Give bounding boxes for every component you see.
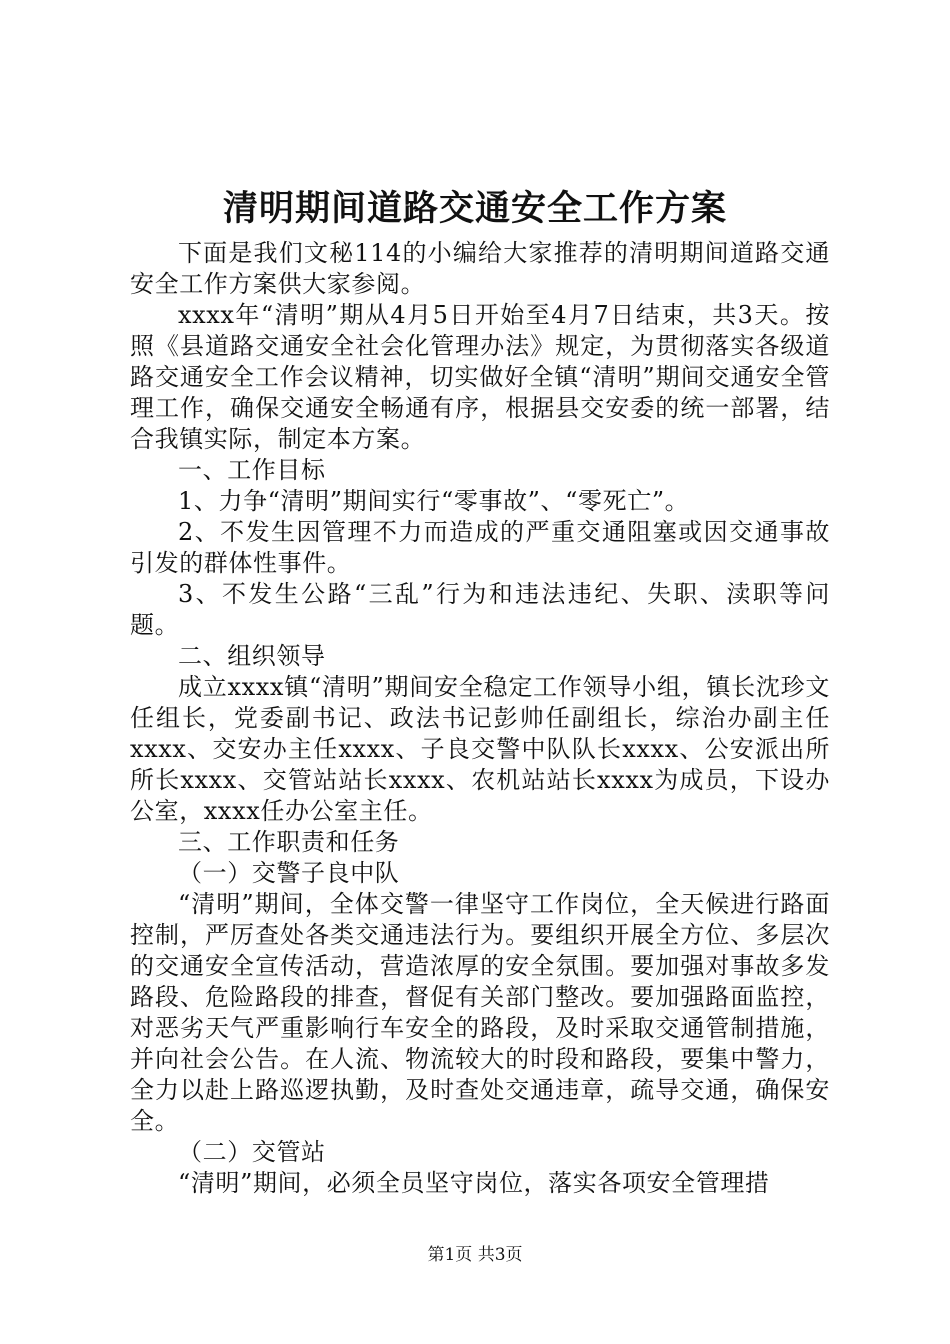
paragraph: “清明”期间，全体交警一律坚守工作岗位，全天候进行路面控制，严厉查处各类交通违法行为。要组织开展全方位、多层次的交通安全宣传活动，营造浓厚的安全氛围。要加强对事故多发路段、危险路段的排查，督促有关部门整改。要加强路面监控，对恶劣天气严重影响行车安全的路段，及时采取交通管制措施，并向社会公告。在人流、物流较大的时段和路段，要集中警力，全力以赴上路巡逻执勤，及时查处交通违章，疏导交通，确保安全。	[130, 890, 830, 1135]
paragraph: 3、不发生公路“三乱”行为和违法违纪、失职、渎职等问题。	[130, 580, 830, 639]
document-body	[130, 238, 830, 1199]
paragraph: 1、力争“清明”期间实行“零事故”、“零死亡”。	[178, 487, 690, 515]
paragraph: xxxx年“清明”期从4月5日开始至4月7日结束，共3天。按照《县道路交通安全社会化管理办法》规定，为贯彻落实各级道路交通安全工作会议精神，切实做好全镇“清明”期间交通安全管理工作，确保交通安全畅通有序，根据县交安委的统一部署，结合我镇实际，制定本方案。	[130, 301, 830, 453]
subsection-heading: （一）交警子良中队	[178, 859, 400, 887]
document-title: 清明期间道路交通安全工作方案	[222, 188, 727, 229]
section-heading: 三、工作职责和任务	[178, 828, 400, 856]
paragraph: 成立xxxx镇“清明”期间安全稳定工作领导小组，镇长沈珍文任组长，党委副书记、政法书记彭帅任副组长，综治办副主任xxxx、交安办主任xxxx、子良交警中队队长xxxx、公安派出所所长xxxx、交管站站长xxxx、农机站站长xxxx为成员，下设办公室，xxxx任办公室主任。	[130, 673, 830, 825]
page-footer: 第1页 共3页	[427, 1245, 523, 1265]
paragraph: 2、不发生因管理不力而造成的严重交通阻塞或因交通事故引发的群体性事件。	[130, 518, 830, 577]
section-heading: 一、工作目标	[178, 456, 326, 484]
section-heading: 二、组织领导	[178, 642, 326, 670]
paragraph: “清明”期间，必须全员坚守岗位，落实各项安全管理措	[178, 1169, 770, 1197]
subsection-heading: （二）交管站	[178, 1138, 326, 1166]
paragraph: 下面是我们文秘114的小编给大家推荐的清明期间道路交通安全工作方案供大家参阅。	[130, 239, 830, 298]
